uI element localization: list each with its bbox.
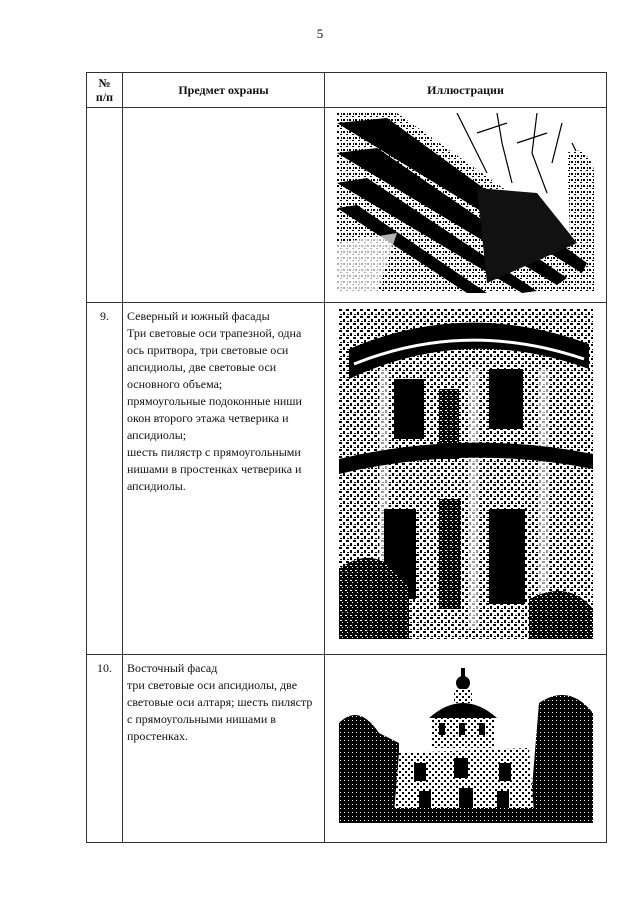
row-title: Восточный фасад: [127, 661, 218, 675]
cornice-photo: [337, 113, 595, 293]
rotunda-facade-photo: [339, 309, 593, 639]
row-body: три световые оси апсидиолы, две световые оси алтаря; шесть пилястр с прямоугольными нишами в простенках.: [127, 678, 313, 743]
table-row: [87, 655, 607, 843]
row-description: [123, 655, 325, 843]
protection-table: [86, 72, 607, 843]
church-east-photo: [339, 663, 593, 823]
table-row: [87, 303, 607, 655]
row-number: [87, 108, 123, 303]
header-number: [87, 73, 123, 108]
row-description: [123, 108, 325, 303]
row-number: 9.: [87, 303, 123, 655]
row-body: Три световые оси трапезной, одна ось притвора, три световые оси апсидиолы, две световые оси основного объема; прямоугольные подоконные ниши окон второго этажа четверика и апсидиолы; шесть пилястр с прямоугольными нишами в простенках четверика и апсидиолы.: [127, 326, 302, 493]
header-illustrations: Иллюстрации: [325, 73, 607, 108]
header-subject: Предмет охраны: [123, 73, 325, 108]
table-header-row: [87, 73, 607, 108]
table-row: [87, 108, 607, 303]
row-illustration: [325, 108, 607, 303]
row-illustration: [325, 655, 607, 843]
row-title: Северный и южный фасады: [127, 309, 270, 323]
row-illustration: [325, 303, 607, 655]
row-number: 10.: [87, 655, 123, 843]
page-number: 5: [316, 26, 324, 41]
row-description: [123, 303, 325, 655]
header-number-label: № п/п: [95, 76, 114, 104]
